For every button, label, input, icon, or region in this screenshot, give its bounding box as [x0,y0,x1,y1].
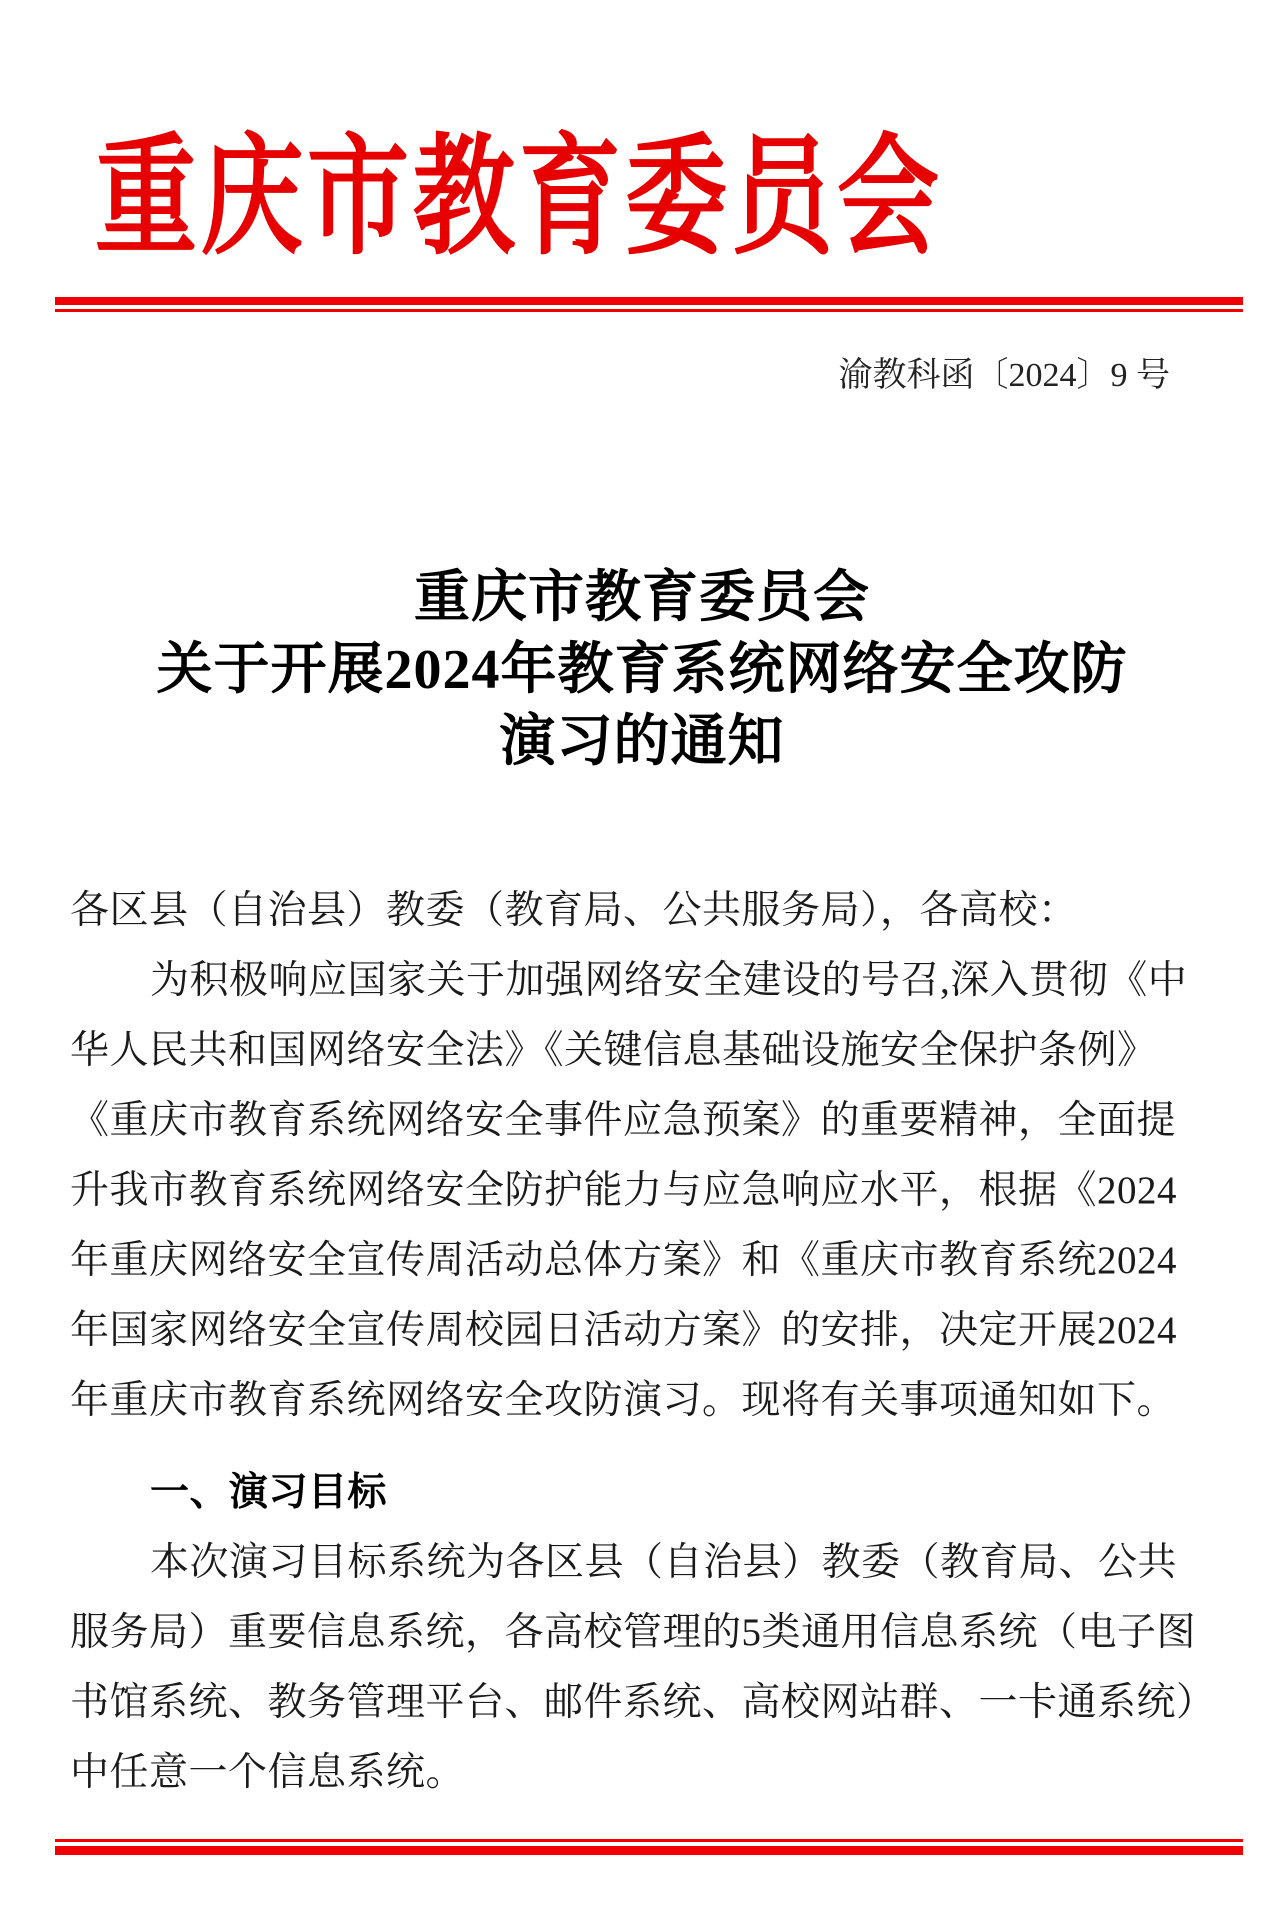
body-line: 中任意一个信息系统。 [70,1751,466,1794]
document-title-line-1: 重庆市教育委员会 [414,567,870,629]
body-line: 升我市教育系统网络安全防护能力与应急响应水平，根据《2024 [70,1169,1178,1212]
body-line: 华人民共和国网络安全法》《关键信息基础设施安全保护条例》 [70,1029,1157,1072]
body-line: 年重庆网络安全宣传周活动总体方案》和《重庆市教育系统2024 [70,1239,1178,1282]
document-title-line-3: 演习的通知 [499,711,785,773]
letterhead-title: 重庆市教育委员会 [95,126,943,272]
footer-rule-thin [55,1839,1243,1842]
footer-rule-thick [55,1846,1243,1855]
body-line: 《重庆市教育系统网络安全事件应急预案》的重要精神，全面提 [70,1099,1177,1142]
section-heading: 一、演习目标 [150,1471,388,1514]
body-line: 年国家网络安全宣传周校园日活动方案》的安排，决定开展2024 [70,1309,1178,1352]
document-title-line-2: 关于开展2024年教育系统网络安全攻防 [156,639,1128,701]
body-line: 书馆系统、教务管理平台、邮件系统、高校网站群、一卡通系统） [70,1681,1216,1724]
header-rule-thin [55,309,1243,312]
body-line: 年重庆市教育系统网络安全攻防演习。现将有关事项通知如下。 [70,1379,1177,1422]
body-line: 服务局）重要信息系统，各高校管理的5类通用信息系统（电子图 [70,1611,1197,1654]
header-rule-thick [55,297,1243,305]
body-line: 各区县（自治县）教委（教育局、公共服务局），各高校： [70,889,1078,932]
document-body [70,876,1226,1808]
body-line: 本次演习目标系统为各区县（自治县）教委（教育局、公共 [150,1541,1178,1584]
document-number: 渝教科函〔2024〕9 号 [838,357,1170,394]
body-line: 为积极响应国家关于加强网络安全建设的号召,深入贯彻《中 [150,959,1188,1002]
document-title [0,562,1284,778]
